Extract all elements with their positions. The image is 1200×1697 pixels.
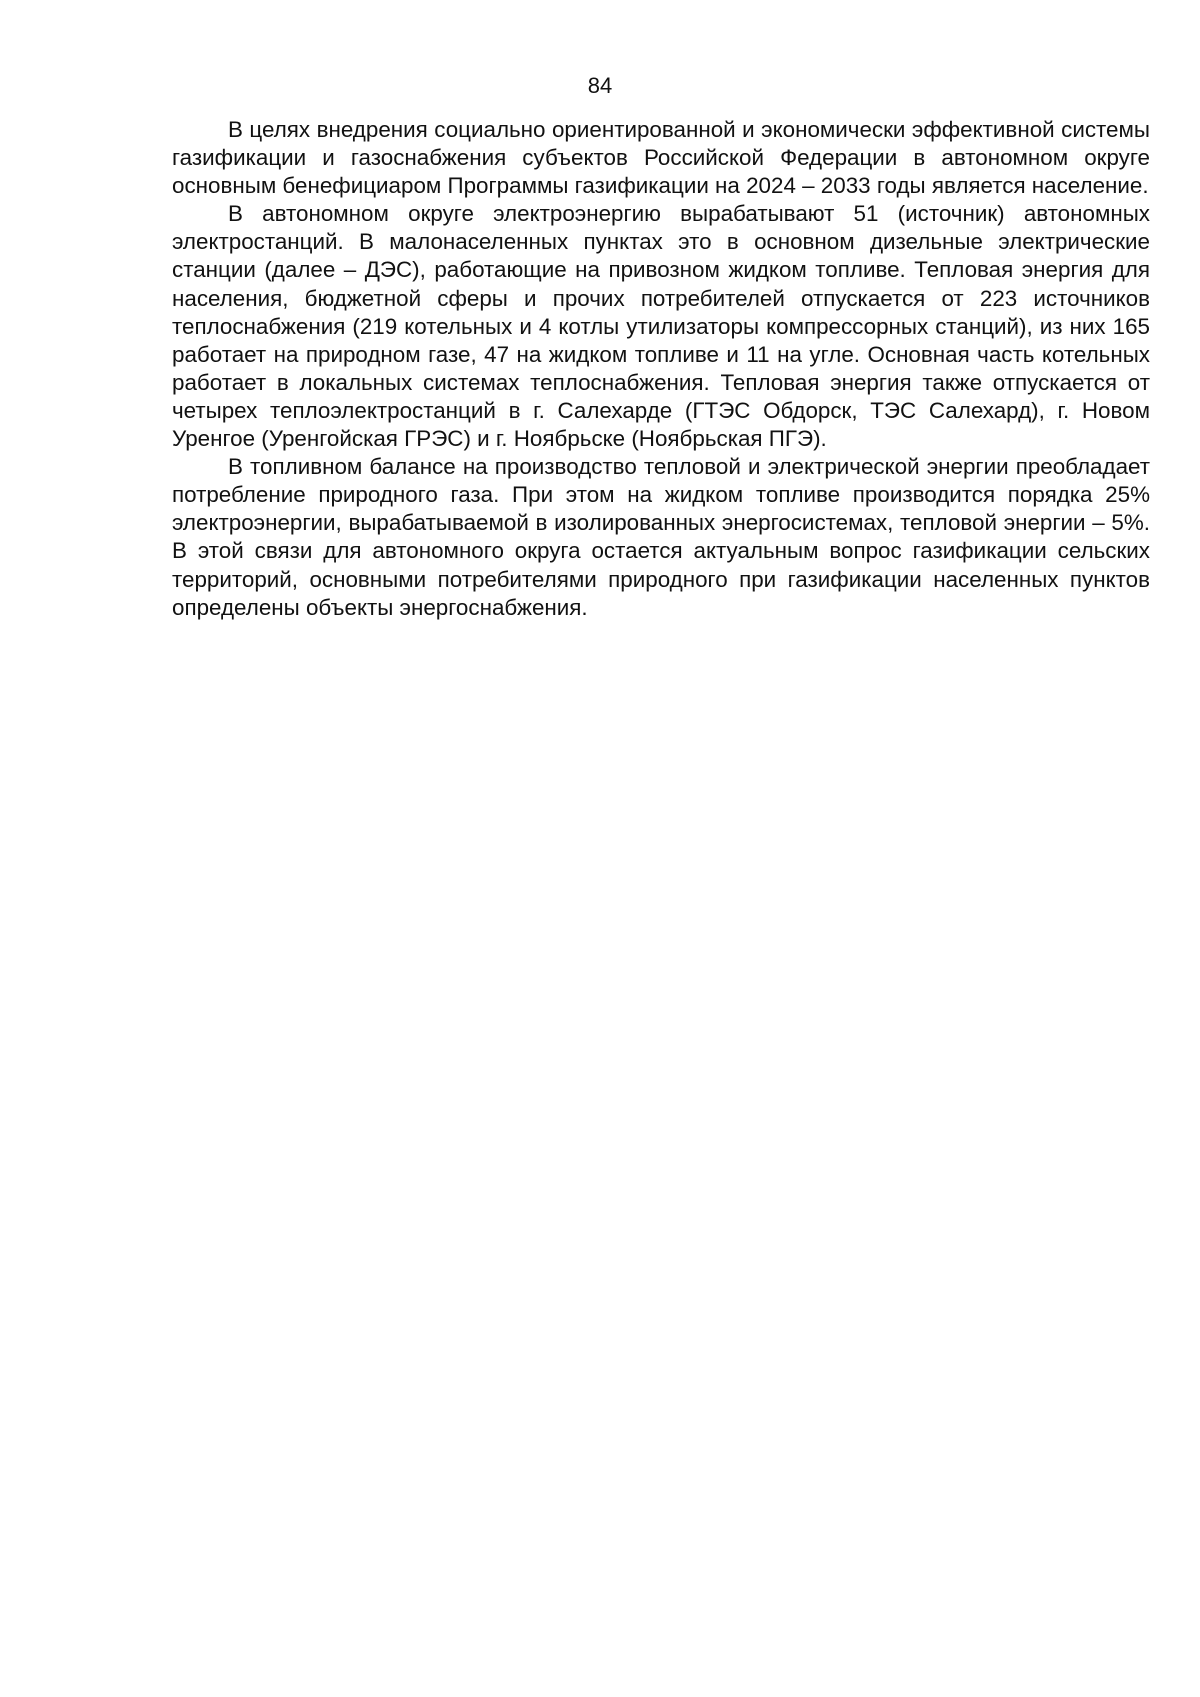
paragraph-power-sources: В автономном округе электроэнергию вырабатывают 51 (источник) автономных электростанций. В малонаселенных пунктах это в основном дизельные электрические станции (далее – ДЭС), работающие на привозном жидком топливе. Тепловая энергия для населения, бюджетной сферы и прочих потребителей отпускается от 223 источников теплоснабжения (219 котельных и 4 котлы утилизаторы компрессорных станций), из них 165 работает на природном газе, 47 на жидком топливе и 11 на угле. Основная часть котельных работает в локальных системах теплоснабжения. Тепловая энергия также отпускается от четырех теплоэлектростанций в г. Салехарде (ГТЭС Обдорск, ТЭС Салехард), г. Новом Уренгое (Уренгойская ГРЭС) и г. Ноябрьске (Ноябрьская ПГЭ).: [172, 201, 1150, 452]
paragraph-fuel-balance: В топливном балансе на производство тепловой и электрической энергии преобладает потребление природного газа. При этом на жидком топливе производится порядка 25% электроэнергии, вырабатываемой в изолированных энергосистемах, тепловой энергии – 5%. В этой связи для автономного округа остается актуальным вопрос газификации сельских территорий, основными потребителями природного при газификации населенных пунктов определены объекты энергоснабжения.: [172, 454, 1150, 620]
body-text: [172, 116, 1150, 622]
page-number: 84: [587, 73, 613, 98]
paragraph-beneficiary: В целях внедрения социально ориентированной и экономически эффективной системы газификации и газоснабжения субъектов Российской Федерации в автономном округе основным бенефициаром Программы газификации на 2024 – 2033 годы является население.: [172, 117, 1150, 199]
